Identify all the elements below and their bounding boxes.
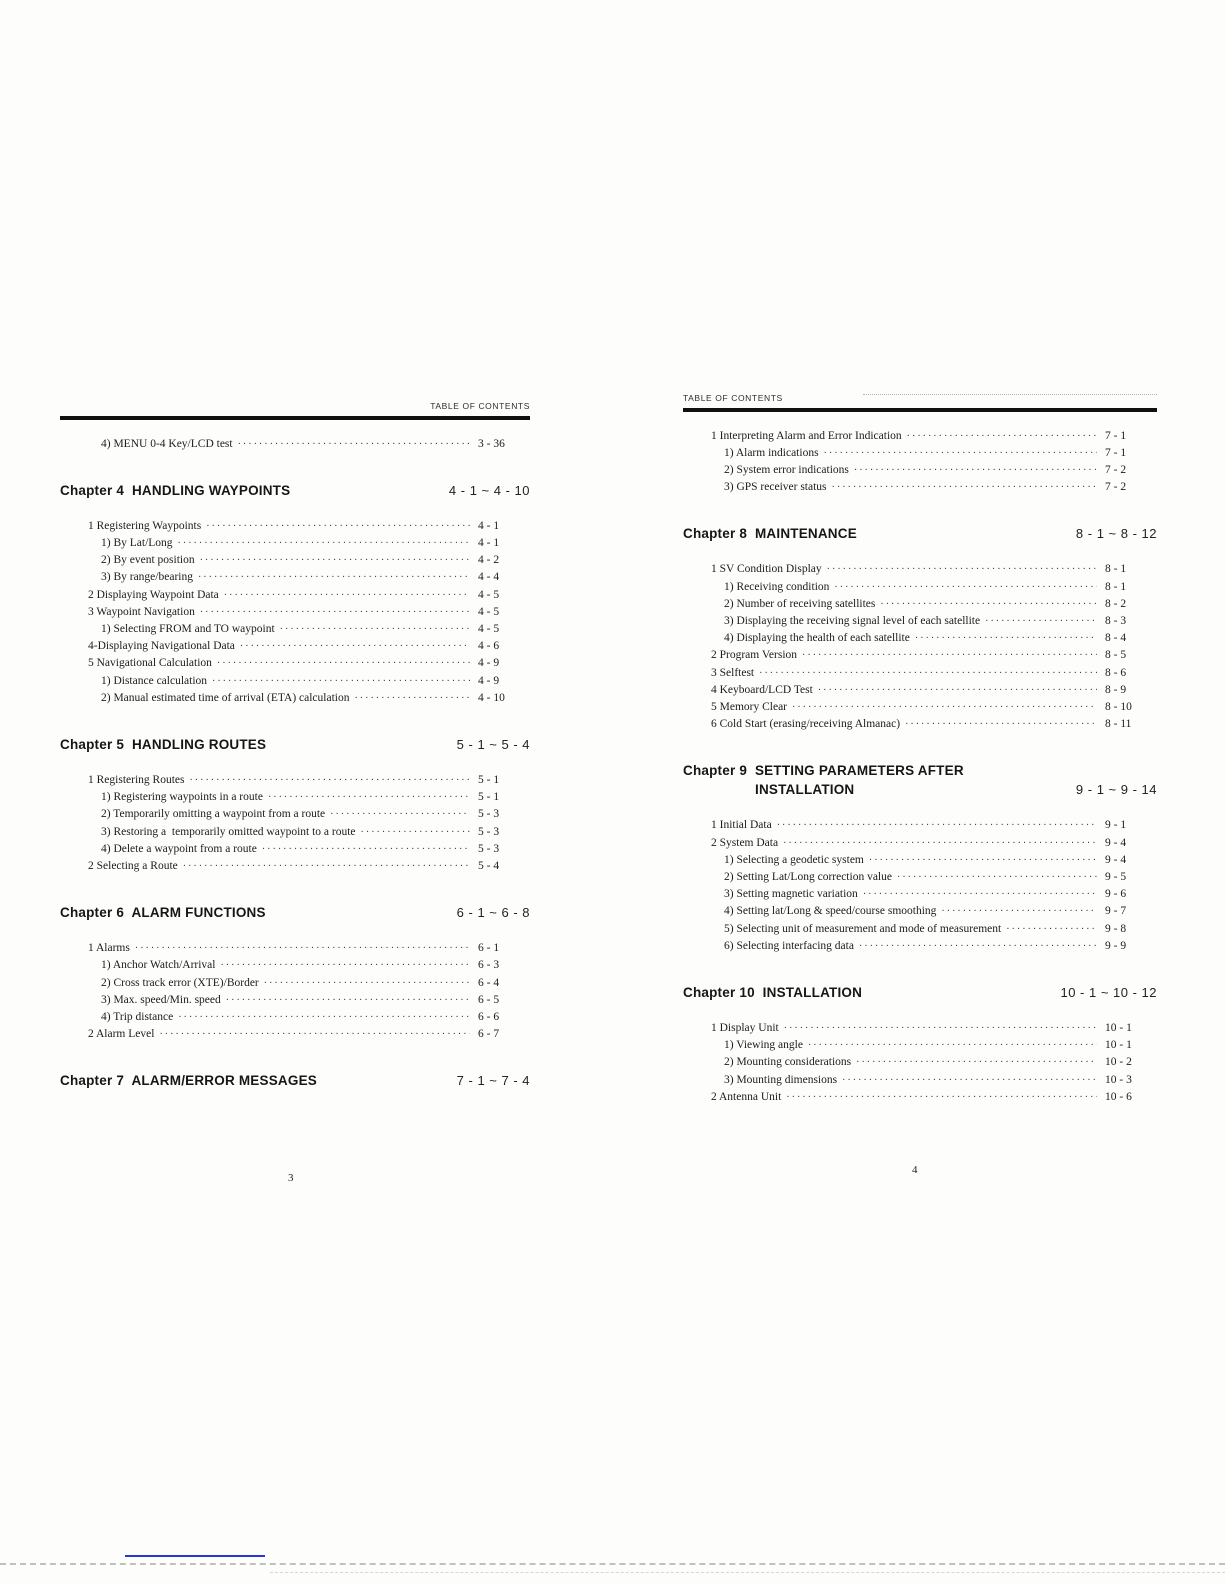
chapter-title: Chapter 8 MAINTENANCE bbox=[683, 526, 857, 542]
toc-entry-label: 4) Trip distance bbox=[101, 1010, 174, 1023]
toc-entry-label: 1) Receiving condition bbox=[724, 580, 830, 593]
toc-entry-page: 8 - 1 bbox=[1105, 563, 1127, 576]
toc-entry-page: 10 - 1 bbox=[1105, 1039, 1132, 1052]
bottom-scan-dashed-line bbox=[0, 1563, 1225, 1565]
toc-entry-page: 7 - 2 bbox=[1105, 481, 1127, 494]
toc-entry-page: 7 - 1 bbox=[1105, 446, 1127, 459]
toc-entry-page: 10 - 6 bbox=[1105, 1090, 1132, 1103]
toc-entry-label: 1) Registering waypoints in a route bbox=[101, 791, 263, 804]
toc-entry bbox=[683, 869, 1157, 886]
toc-entry bbox=[683, 699, 1157, 716]
chapter-heading bbox=[60, 737, 530, 752]
toc-entry-label: 1 Registering Waypoints bbox=[88, 519, 202, 532]
toc-entry bbox=[60, 655, 530, 672]
toc-entry bbox=[683, 613, 1157, 630]
toc-entry-label: 3) Displaying the receiving signal level of each satellite bbox=[724, 614, 981, 627]
toc-entry-label: 1) By Lat/Long bbox=[101, 536, 173, 549]
toc-entry-label: 5) Selecting unit of measurement and mode of measurement bbox=[724, 922, 1002, 935]
dot-leader bbox=[135, 940, 470, 957]
toc-entry-page: 4 - 1 bbox=[478, 519, 500, 532]
toc-entry-page: 9 - 1 bbox=[1105, 819, 1127, 832]
toc-entry-page: 8 - 4 bbox=[1105, 632, 1127, 645]
chapter-title: Chapter 4 HANDLING WAYPOINTS bbox=[60, 482, 291, 498]
toc-entry bbox=[683, 630, 1157, 647]
toc-entry-label: 3) GPS receiver status bbox=[724, 481, 827, 494]
toc-entry-page: 5 - 4 bbox=[478, 859, 500, 872]
chapter-heading bbox=[60, 483, 530, 498]
dot-leader bbox=[354, 690, 470, 707]
toc-entry-page: 8 - 10 bbox=[1105, 700, 1132, 713]
toc-entry-label: 5 Navigational Calculation bbox=[88, 657, 212, 670]
dot-leader bbox=[262, 841, 470, 858]
toc-entry bbox=[60, 841, 530, 858]
toc-entry bbox=[683, 1037, 1157, 1054]
dot-leader bbox=[880, 596, 1097, 613]
toc-entry-page: 4 - 2 bbox=[478, 554, 500, 567]
toc-entry-page: 4 - 9 bbox=[478, 674, 500, 687]
toc-entry bbox=[60, 975, 530, 992]
dot-leader bbox=[856, 1054, 1097, 1071]
toc-entry-page: 7 - 1 bbox=[1105, 429, 1127, 442]
toc-entry-page: 4 - 9 bbox=[478, 657, 500, 670]
toc-entry-page: 5 - 3 bbox=[478, 842, 500, 855]
toc-entry-label: 4 Keyboard/LCD Test bbox=[711, 683, 813, 696]
header-rule-right bbox=[683, 408, 1157, 412]
toc-entry-label: 1 Display Unit bbox=[711, 1021, 779, 1034]
toc-entry bbox=[60, 1009, 530, 1026]
toc-entry bbox=[60, 535, 530, 552]
toc-entry-label: 4-Displaying Navigational Data bbox=[88, 640, 235, 653]
dot-leader bbox=[824, 445, 1097, 462]
toc-entry-page: 8 - 11 bbox=[1105, 718, 1132, 731]
toc-entry-label: 1 Interpreting Alarm and Error Indication bbox=[711, 429, 902, 442]
toc-entry-label: 2) Temporarily omitting a waypoint from a route bbox=[101, 808, 326, 821]
toc-column-right bbox=[683, 388, 1157, 1106]
dot-leader bbox=[189, 772, 470, 789]
header-rule-left bbox=[60, 416, 530, 420]
toc-entry-page: 4 - 5 bbox=[478, 605, 500, 618]
toc-entry bbox=[683, 1020, 1157, 1037]
dot-leader bbox=[827, 561, 1097, 578]
toc-entry bbox=[683, 921, 1157, 938]
scan-dotted-line bbox=[863, 394, 1157, 395]
chapter-page-range: 5 - 1 ~ 5 - 4 bbox=[456, 736, 530, 752]
toc-entry-page: 4 - 10 bbox=[478, 691, 505, 704]
toc-entry bbox=[683, 938, 1157, 955]
dot-leader bbox=[897, 869, 1097, 886]
chapter-title: Chapter 6 ALARM FUNCTIONS bbox=[60, 905, 266, 921]
dot-leader bbox=[238, 436, 470, 453]
chapter-page-range: 6 - 1 ~ 6 - 8 bbox=[456, 905, 530, 921]
toc-entry-label: 4) MENU 0-4 Key/LCD test bbox=[101, 437, 233, 450]
dot-leader bbox=[183, 858, 470, 875]
dot-leader bbox=[842, 1072, 1097, 1089]
toc-entry-page: 8 - 2 bbox=[1105, 597, 1127, 610]
dot-leader bbox=[802, 647, 1097, 664]
toc-entry bbox=[683, 561, 1157, 578]
toc-entry bbox=[60, 604, 530, 621]
toc-entry-label: 3) Setting magnetic variation bbox=[724, 888, 858, 901]
toc-entry-label: 2) Mounting considerations bbox=[724, 1056, 852, 1069]
dot-leader bbox=[863, 886, 1097, 903]
toc-entry bbox=[683, 716, 1157, 733]
chapter-page-range: 9 - 1 ~ 9 - 14 bbox=[1075, 782, 1157, 798]
toc-entry-page: 3 - 36 bbox=[478, 437, 505, 450]
toc-entry-page: 4 - 5 bbox=[478, 622, 500, 635]
toc-entry bbox=[683, 462, 1157, 479]
toc-entry-label: 1) Distance calculation bbox=[101, 674, 208, 687]
toc-entry bbox=[60, 638, 530, 655]
chapter-heading bbox=[683, 526, 1157, 541]
toc-entry-label: 6) Selecting interfacing data bbox=[724, 939, 854, 952]
toc-entry-page: 6 - 3 bbox=[478, 959, 500, 972]
chapter-heading bbox=[60, 905, 530, 920]
dot-leader bbox=[784, 1020, 1097, 1037]
toc-entry-page: 9 - 6 bbox=[1105, 888, 1127, 901]
toc-entry-label: 3) Mounting dimensions bbox=[724, 1073, 838, 1086]
toc-entry-label: 1 Initial Data bbox=[711, 819, 772, 832]
toc-entry-page: 4 - 5 bbox=[478, 588, 500, 601]
dot-leader bbox=[200, 552, 470, 569]
dot-leader bbox=[212, 673, 470, 690]
chapter-title: Chapter 7 ALARM/ERROR MESSAGES bbox=[60, 1073, 317, 1089]
toc-entry bbox=[683, 596, 1157, 613]
toc-entry bbox=[683, 817, 1157, 834]
chapter-title: Chapter 9 SETTING PARAMETERS AFTER bbox=[683, 763, 964, 779]
toc-entry-page: 8 - 5 bbox=[1105, 649, 1127, 662]
dot-leader bbox=[777, 817, 1097, 834]
toc-entry bbox=[683, 682, 1157, 699]
toc-entry-label: 4) Setting lat/Long & speed/course smoothing bbox=[724, 905, 937, 918]
chapter-page-range: 10 - 1 ~ 10 - 12 bbox=[1060, 984, 1157, 1000]
toc-entry bbox=[60, 518, 530, 535]
toc-entry-label: 2 Program Version bbox=[711, 649, 798, 662]
toc-items-left bbox=[60, 420, 530, 1089]
dot-leader bbox=[869, 852, 1097, 869]
chapter-title-line2: INSTALLATION bbox=[755, 782, 855, 798]
toc-entry-label: 2 Displaying Waypoint Data bbox=[88, 588, 219, 601]
page-number-left: 3 bbox=[288, 1172, 294, 1184]
toc-entry bbox=[60, 789, 530, 806]
toc-entry-label: 2) Setting Lat/Long correction value bbox=[724, 870, 892, 883]
toc-entry-label: 1) Anchor Watch/Arrival bbox=[101, 959, 216, 972]
dot-leader bbox=[224, 587, 470, 604]
dot-leader bbox=[783, 835, 1097, 852]
toc-entry bbox=[60, 569, 530, 586]
toc-entry bbox=[683, 428, 1157, 445]
toc-header-left bbox=[60, 396, 530, 420]
toc-entry-page: 6 - 5 bbox=[478, 993, 500, 1006]
toc-entry-page: 6 - 6 bbox=[478, 1010, 500, 1023]
toc-entry-label: 3 Selftest bbox=[711, 666, 755, 679]
toc-entry bbox=[60, 940, 530, 957]
toc-entry-page: 5 - 1 bbox=[478, 773, 500, 786]
toc-entry-page: 4 - 4 bbox=[478, 571, 500, 584]
toc-entry-page: 9 - 4 bbox=[1105, 853, 1127, 866]
toc-entry bbox=[683, 835, 1157, 852]
chapter-page-range: 4 - 1 ~ 4 - 10 bbox=[448, 482, 530, 498]
toc-items-right bbox=[683, 412, 1157, 1106]
toc-entry-label: 5 Memory Clear bbox=[711, 700, 788, 713]
toc-entry-page: 8 - 9 bbox=[1105, 683, 1127, 696]
dot-leader bbox=[786, 1089, 1097, 1106]
toc-entry bbox=[60, 587, 530, 604]
toc-entry bbox=[60, 673, 530, 690]
dot-leader bbox=[832, 479, 1097, 496]
dot-leader bbox=[330, 806, 470, 823]
toc-entry bbox=[683, 852, 1157, 869]
toc-entry-page: 6 - 4 bbox=[478, 976, 500, 989]
dot-leader bbox=[206, 518, 470, 535]
toc-entry bbox=[60, 824, 530, 841]
toc-entry-label: 2 System Data bbox=[711, 836, 779, 849]
toc-entry bbox=[683, 1089, 1157, 1106]
dot-leader bbox=[907, 428, 1097, 445]
toc-entry-page: 9 - 4 bbox=[1105, 836, 1127, 849]
toc-header-label-right: TABLE OF CONTENTS bbox=[683, 393, 783, 403]
toc-entry-label: 2 Selecting a Route bbox=[88, 859, 178, 872]
dot-leader bbox=[859, 938, 1097, 955]
toc-entry bbox=[683, 1054, 1157, 1071]
toc-entry-label: 6 Cold Start (erasing/receiving Almanac) bbox=[711, 718, 901, 731]
toc-entry-page: 10 - 2 bbox=[1105, 1056, 1132, 1069]
dot-leader bbox=[264, 975, 470, 992]
bottom-scan-dashed-line-2 bbox=[270, 1572, 1225, 1573]
dot-leader bbox=[361, 824, 470, 841]
toc-entry-page: 5 - 3 bbox=[478, 825, 500, 838]
toc-entry-page: 4 - 1 bbox=[478, 536, 500, 549]
toc-entry-label: 1) Selecting a geodetic system bbox=[724, 853, 864, 866]
toc-entry-page: 9 - 9 bbox=[1105, 939, 1127, 952]
dot-leader bbox=[759, 665, 1097, 682]
toc-entry bbox=[60, 957, 530, 974]
toc-entry bbox=[683, 1072, 1157, 1089]
toc-entry-label: 2) Manual estimated time of arrival (ETA) calculation bbox=[101, 691, 350, 704]
dot-leader bbox=[808, 1037, 1097, 1054]
dot-leader bbox=[178, 535, 470, 552]
dot-leader bbox=[240, 638, 470, 655]
toc-entry-page: 7 - 2 bbox=[1105, 463, 1127, 476]
chapter-heading bbox=[683, 763, 1157, 797]
toc-entry bbox=[60, 806, 530, 823]
toc-entry bbox=[60, 858, 530, 875]
chapter-heading bbox=[60, 1073, 530, 1088]
toc-entry-page: 8 - 3 bbox=[1105, 614, 1127, 627]
toc-entry-label: 1) Viewing angle bbox=[724, 1039, 803, 1052]
toc-entry-page: 6 - 1 bbox=[478, 942, 500, 955]
toc-column-left bbox=[60, 396, 530, 1108]
chapter-heading bbox=[683, 985, 1157, 1000]
toc-header-label-left: TABLE OF CONTENTS bbox=[430, 401, 530, 411]
toc-entry-label: 4) Displaying the health of each satellite bbox=[724, 632, 910, 645]
dot-leader bbox=[854, 462, 1097, 479]
dot-leader bbox=[198, 569, 470, 586]
toc-entry-label: 3 Waypoint Navigation bbox=[88, 605, 195, 618]
toc-entry-page: 10 - 3 bbox=[1105, 1073, 1132, 1086]
toc-entry bbox=[60, 436, 530, 453]
dot-leader bbox=[280, 621, 470, 638]
toc-entry-page: 9 - 5 bbox=[1105, 870, 1127, 883]
toc-entry bbox=[683, 903, 1157, 920]
toc-entry-page: 5 - 1 bbox=[478, 791, 500, 804]
toc-entry bbox=[60, 621, 530, 638]
toc-header-right bbox=[683, 388, 1157, 412]
toc-entry bbox=[60, 690, 530, 707]
toc-entry-label: 2) Cross track error (XTE)/Border bbox=[101, 976, 259, 989]
dot-leader bbox=[905, 716, 1097, 733]
toc-entry bbox=[683, 886, 1157, 903]
toc-entry-label: 2 Alarm Level bbox=[88, 1028, 155, 1041]
chapter-title: Chapter 10 INSTALLATION bbox=[683, 984, 863, 1000]
toc-entry bbox=[60, 772, 530, 789]
toc-entry-label: 1 Registering Routes bbox=[88, 773, 185, 786]
toc-entry-page: 10 - 1 bbox=[1105, 1021, 1132, 1034]
toc-entry-page: 9 - 7 bbox=[1105, 905, 1127, 918]
dot-leader bbox=[268, 789, 470, 806]
dot-leader bbox=[792, 699, 1097, 716]
toc-entry-page: 6 - 7 bbox=[478, 1028, 500, 1041]
toc-entry-page: 4 - 6 bbox=[478, 640, 500, 653]
toc-entry-label: 1) Alarm indications bbox=[724, 446, 819, 459]
toc-entry bbox=[60, 552, 530, 569]
toc-entry-label: 3) By range/bearing bbox=[101, 571, 193, 584]
dot-leader bbox=[818, 682, 1097, 699]
dot-leader bbox=[1006, 921, 1097, 938]
toc-entry bbox=[683, 665, 1157, 682]
toc-entry bbox=[683, 445, 1157, 462]
dot-leader bbox=[200, 604, 470, 621]
dot-leader bbox=[159, 1026, 470, 1043]
toc-entry-label: 4) Delete a waypoint from a route bbox=[101, 842, 257, 855]
dot-leader bbox=[834, 579, 1097, 596]
toc-entry-label: 1 Alarms bbox=[88, 942, 130, 955]
page-number-right: 4 bbox=[912, 1164, 918, 1176]
dot-leader bbox=[941, 903, 1097, 920]
toc-entry bbox=[683, 579, 1157, 596]
toc-entry bbox=[683, 479, 1157, 496]
dot-leader bbox=[178, 1009, 470, 1026]
dot-leader bbox=[226, 992, 470, 1009]
chapter-page-range: 8 - 1 ~ 8 - 12 bbox=[1075, 526, 1157, 542]
toc-entry bbox=[60, 992, 530, 1009]
blue-underline-mark bbox=[125, 1555, 265, 1557]
dot-leader bbox=[915, 630, 1097, 647]
toc-entry-label: 2) System error indications bbox=[724, 463, 849, 476]
dot-leader bbox=[217, 655, 470, 672]
dot-leader bbox=[220, 957, 470, 974]
dot-leader bbox=[985, 613, 1097, 630]
toc-entry-label: 3) Restoring a temporarily omitted waypoint to a route bbox=[101, 825, 356, 838]
toc-entry-label: 1 SV Condition Display bbox=[711, 563, 822, 576]
toc-entry-page: 9 - 8 bbox=[1105, 922, 1127, 935]
toc-entry-label: 2) Number of receiving satellites bbox=[724, 597, 876, 610]
toc-entry-label: 2) By event position bbox=[101, 554, 195, 567]
chapter-title: Chapter 5 HANDLING ROUTES bbox=[60, 736, 267, 752]
toc-entry bbox=[60, 1026, 530, 1043]
toc-entry-page: 5 - 3 bbox=[478, 808, 500, 821]
toc-entry-page: 8 - 1 bbox=[1105, 580, 1127, 593]
toc-entry-label: 3) Max. speed/Min. speed bbox=[101, 993, 221, 1006]
toc-entry bbox=[683, 647, 1157, 664]
chapter-page-range: 7 - 1 ~ 7 - 4 bbox=[456, 1073, 530, 1089]
toc-entry-page: 8 - 6 bbox=[1105, 666, 1127, 679]
toc-entry-label: 2 Antenna Unit bbox=[711, 1090, 782, 1103]
toc-entry-label: 1) Selecting FROM and TO waypoint bbox=[101, 622, 275, 635]
